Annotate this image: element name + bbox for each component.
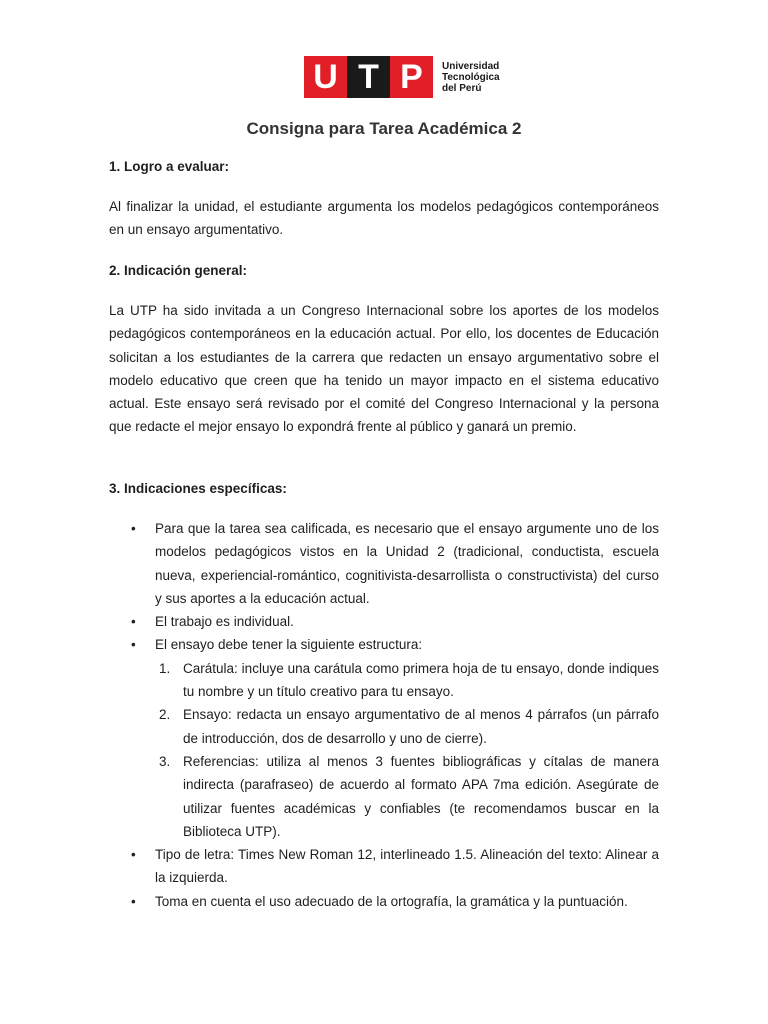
list-item <box>109 633 659 843</box>
structure-item-number: 2. <box>159 707 171 723</box>
utp-logo-mark <box>304 56 433 98</box>
logo-letter-u: U <box>313 57 338 96</box>
essay-structure-list <box>155 657 659 843</box>
structure-item <box>155 657 659 704</box>
bullet-icon: • <box>131 614 136 630</box>
logo-line-3: del Perú <box>442 82 482 94</box>
section-2-paragraph: La UTP ha sido invitada a un Congreso Internacional sobre los aportes de los modelos pedagógicos contemporáneos en la educación actual. Por ello, los docentes de Educación solicitan a los estudiantes de la carrera que redacten un ensayo argumentativo sobre el modelo educativo que creen que ha tenido un mayor impacto en el sistema educativo actual. Este ensayo será revisado por el comité del Congreso Internacional y la persona que redacte el mejor ensayo lo expondrá frente al público y ganará un premio. <box>109 303 659 435</box>
section-2-heading: 2. Indicación general: <box>109 263 248 278</box>
logo-letter-t: T <box>347 56 390 98</box>
list-item <box>109 843 659 890</box>
logo-line-1: Universidad <box>442 60 500 72</box>
list-item <box>109 890 659 913</box>
structure-item-text: Carátula: incluye una carátula como primera hoja de tu ensayo, donde indiques tu nombre y un título creativo para tu ensayo. <box>183 660 659 700</box>
specific-instructions-list <box>109 517 659 913</box>
list-item-text: El trabajo es individual. <box>155 614 294 630</box>
bullet-icon: • <box>131 637 136 653</box>
list-item <box>109 517 659 610</box>
structure-item <box>155 750 659 843</box>
section-1-paragraph: Al finalizar la unidad, el estudiante argumenta los modelos pedagógicos contemporáneos en un ensayo argumentativo. <box>109 199 659 238</box>
bullet-icon: • <box>131 847 136 863</box>
list-item-text: Para que la tarea sea calificada, es necesario que el ensayo argumente uno de los modelos pedagógicos vistos en la Unidad 2 (tradicional, conductista, escuela nueva, experiencial-romántico, cognitivista-desarrollista o constructivista) del curso y sus aportes a la educación actual. <box>155 521 659 606</box>
logo-wordmark <box>442 61 500 94</box>
structure-item-text: Ensayo: redacta un ensayo argumentativo de al menos 4 párrafos (un párrafo de introducción, dos de desarrollo y uno de cierre). <box>183 707 659 746</box>
list-item <box>109 610 659 633</box>
section-3-heading: 3. Indicaciones específicas: <box>109 481 287 496</box>
structure-item <box>155 703 659 750</box>
list-item-text: El ensayo debe tener la siguiente estructura: <box>155 637 423 653</box>
document-title: Consigna para Tarea Académica 2 <box>246 119 522 138</box>
section-1-heading: 1. Logro a evaluar: <box>109 159 230 174</box>
bullet-icon: • <box>131 521 136 536</box>
structure-item-number: 3. <box>159 753 171 769</box>
utp-logo <box>304 56 500 98</box>
logo-line-2: Tecnológica <box>442 71 500 83</box>
structure-item-number: 1. <box>159 660 171 676</box>
list-item-text: Toma en cuenta el uso adecuado de la ortografía, la gramática y la puntuación. <box>155 893 628 909</box>
list-item-text: Tipo de letra: Times New Roman 12, interlineado 1.5. Alineación del texto: Alinear a la izquierda. <box>155 847 659 886</box>
logo-letter-p: P <box>400 57 423 96</box>
structure-item-text: Referencias: utiliza al menos 3 fuentes bibliográficas y cítalas de manera indirecta (parafraseo) de acuerdo al formato APA 7ma edición. Asegúrate de utilizar fuentes académicas y confiables (te recomendamos buscar en la Biblioteca UTP). <box>183 753 659 839</box>
bullet-icon: • <box>131 893 136 909</box>
